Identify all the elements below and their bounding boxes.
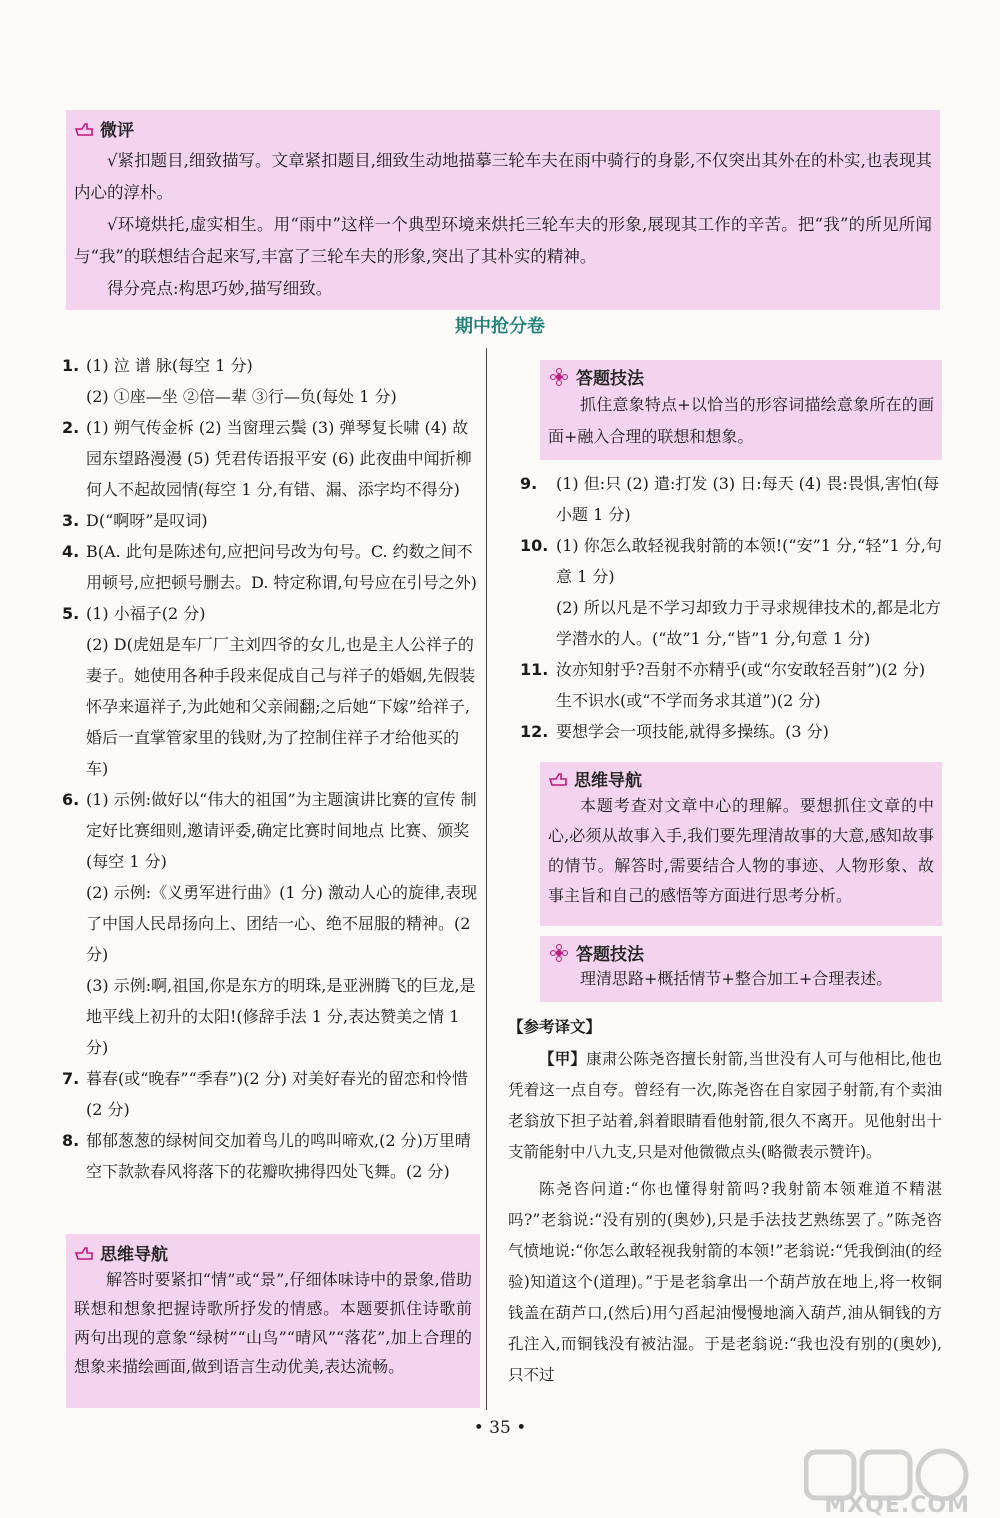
right-thinking-heading: 思维导航 (548, 766, 934, 791)
left-column (62, 350, 480, 1187)
technique-text-2: 理清思路+概括情节+整合加工+合理表述。 (580, 969, 893, 988)
flower-icon (548, 368, 570, 386)
column-divider (486, 348, 487, 1410)
review-line-2: √环境烘托,虚实相生。用“雨中”这样一个典型环境来烘托三轮车夫的形象,展现其工作的辛苦。把“我”的所见所闻与“我”的联想结合起来写,丰富了三轮车夫的形象,突出了其朴实的精神。 (74, 215, 932, 266)
question-12: 12. 要想学会一项技能,就得多操练。(3 分) (520, 722, 829, 741)
reference-heading: 【参考译文】 (508, 1018, 602, 1036)
question-9: 9. (1) 但:只 (2) 遣:打发 (3) 日:每天 (4) 畏:畏惧,害怕(每小题 1 分) (520, 474, 940, 524)
pointing-hand-icon (548, 771, 568, 787)
watermark-url: MXQE.COM (824, 1493, 970, 1518)
reference-paragraph-2: 陈尧咨问道:“你也懂得射箭吗?我射箭本领难道不精湛吗?”老翁说:“没有别的(奥妙),只是手法技艺熟练罢了。”陈尧咨气愤地说:“你怎么敢轻视我射箭的本领!”老翁说:“凭我倒油(的经验)知道这个(道理)。”于是老翁拿出一个葫芦放在地上,将一枚铜钱盖在葫芦口,(然后)用勺舀起油慢慢地滴入葫芦,油从铜钱的方孔注入,而铜钱没有被沾湿。于是老翁说:“我也没有别的(奥妙),只不过 (508, 1180, 942, 1384)
right-technique-box-2 (540, 936, 942, 1002)
question-1: 1. (1) 泣 谱 脉(每空 1 分) (2) ①座—坐 ②倍—辈 ③行—负(每处 1 分) (62, 356, 397, 406)
technique-heading-1: 答题技法 (548, 364, 934, 389)
left-thinking-heading: 思维导航 (74, 1240, 472, 1265)
right-technique-box-1 (540, 360, 942, 460)
review-box (66, 110, 940, 310)
section-title: 期中抢分卷 (455, 316, 545, 337)
question-3: 3. D(“啊呀”是叹词) (62, 511, 208, 530)
review-line-3: 得分亮点:构思巧妙,描写细致。 (107, 279, 333, 298)
technique-text-1: 抓住意象特点+以恰当的形容词描绘意象所在的画面+融入合理的联想和想象。 (548, 395, 934, 446)
technique-heading-2: 答题技法 (548, 940, 934, 965)
right-column (520, 468, 944, 747)
question-2: 2. (1) 朔气传金柝 (2) 当窗理云鬓 (3) 弹琴复长啸 (4) 故园东望路漫漫 (5) 凭君传语报平安 (6) 此夜曲中闻折柳 何人不起故园情(每空 1 分,有错、漏、添字均不得分) (62, 418, 472, 499)
flower-icon (548, 944, 570, 962)
pointing-hand-icon (74, 121, 94, 137)
question-5: 5. (1) 小福子(2 分) (2) D(虎妞是车厂厂主刘四爷的女儿,也是主人公祥子的妻子。她使用各种手段来促成自己与祥子的婚姻,先假装怀孕来逼祥子,为此她和父亲闹翻;之后她“下嫁”给祥子,婚后一直掌管家里的钱财,为了控制住祥子才给他买的车) (62, 604, 476, 778)
question-7: 7. 暮春(或“晚春”“季春”)(2 分) 对美好春光的留恋和怜惜(2 分) (62, 1069, 469, 1119)
reference-paragraph-1: 【甲】康肃公陈尧咨擅长射箭,当世没有人可与他相比,他也凭着这一点自夸。曾经有一次,陈尧咨在自家园子射箭,有个卖油老翁放下担子站着,斜着眼睛看他射箭,很久不离开。见他射出十支箭能射中八九支,只是对他微微点头(略微表示赞许)。 (508, 1049, 942, 1161)
question-4: 4. B(A. 此句是陈述句,应把问号改为句号。C. 约数之间不用顿号,应把顿号删去。D. 特定称谓,句号应在引号之外) (62, 542, 477, 592)
jia-tag: 【甲】 (539, 1049, 587, 1068)
pointing-hand-icon (74, 1245, 94, 1261)
question-11: 11. 汝亦知射乎?吾射不亦精乎(或“尔安敢轻吾射”)(2 分) 生不识水(或“不学而务求其道”)(2 分) (520, 660, 926, 710)
question-8: 8. 郁郁葱葱的绿树间交加着鸟儿的鸣叫啼欢,(2 分)万里晴空下款款春风将落下的花瓣吹拂得四处飞舞。(2 分) (62, 1131, 471, 1181)
page-number: • 35 • (473, 1418, 527, 1438)
review-line-1: √紧扣题目,细致描写。文章紧扣题目,细致生动地描摹三轮车夫在雨中骑行的身影,不仅突出其外在的朴实,也表现其内心的淳朴。 (74, 151, 932, 202)
right-thinking-box (540, 762, 942, 926)
left-thinking-text: 解答时要紧扣“情”或“景”,仔细体味诗中的景象,借助联想和想象把握诗歌所抒发的情感。本题要抓住诗歌前两句出现的意象“绿树”“山鸟”“晴风”“落花”,加上合理的想象来描绘画面,做到语言生动优美,表达流畅。 (74, 1270, 472, 1376)
right-thinking-text: 本题考查对文章中心的理解。要想抓住文章的中心,必须从故事入手,我们要先理清故事的大意,感知故事的情节。解答时,需要结合人物的事迹、人物形象、故事主旨和自己的感悟等方面进行思考分析。 (548, 796, 934, 905)
reference-translation (508, 1012, 942, 1391)
question-6: 6. (1) 示例:做好以“伟大的祖国”为主题演讲比赛的宣传 制定好比赛细则,邀请评委,确定比赛时间地点 比赛、颁奖(每空 1 分) (2) 示例:《义勇军进行曲》(1 分) 激动人心的旋律,表现了中国人民昂扬向上、团结一心、绝不屈服的精神。(2 分) (3) 示例:啊,祖国,你是东方的明珠,是亚洲腾飞的巨龙,是地平线上初升的太阳!(修辞手法 1 分,表达赞美之情 1 分) (62, 790, 478, 1057)
left-thinking-box (66, 1234, 480, 1408)
review-heading: 微评 (74, 116, 932, 141)
question-10: 10. (1) 你怎么敢轻视我射箭的本领!(“安”1 分,“轻”1 分,句意 1 分) (2) 所以凡是不学习却致力于寻求规律技术的,都是北方学潜水的人。(“故”1 分,“皆”1 分,句意 1 分) (520, 536, 942, 648)
